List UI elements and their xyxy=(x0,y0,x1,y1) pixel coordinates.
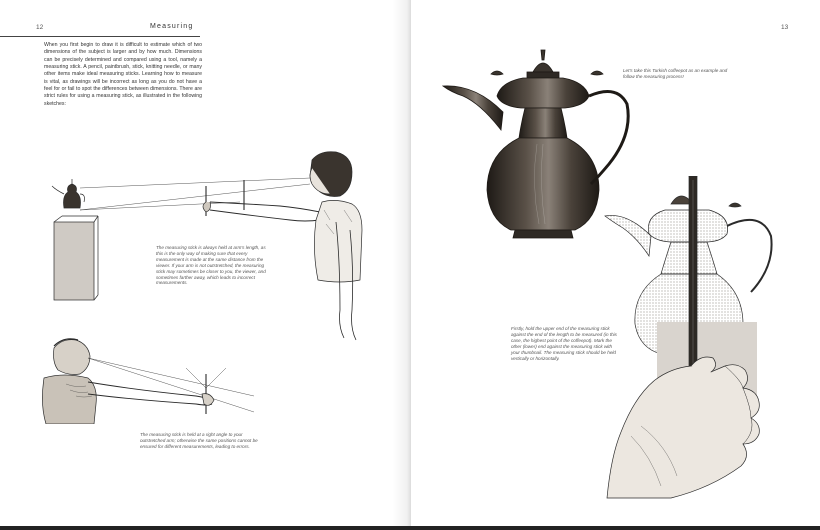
right-angle-illustration xyxy=(36,334,256,424)
caption-arm-length: The measuring stick is always held at arm's length, as this is the only way of making sure that every measurement is made at the same distance from the viewer. If your arm is not outstretched, the measuring stick may sometimes be closer to you, the viewer, and sometimes farther away, which leads to incorrect measurements. xyxy=(156,245,266,286)
caption-right-angle: The measuring stick is held at a right angle to your outstretched arm; otherwise the same positions cannot be ensured for different measurements, leading to errors. xyxy=(140,432,258,449)
section-title: Measuring xyxy=(150,23,194,30)
header-rule xyxy=(0,36,200,37)
page-number-right: 13 xyxy=(781,24,789,31)
caption-measuring-process: Firstly, hold the upper end of the measuring stick against the end of the length to be measured (in this case, the highest point of the coffeepot). Mark the other (lower) end against the measuring stick with your thumbnail. The measuring stick should be held vertically or horizontally. xyxy=(511,326,617,361)
caption-coffeepot-example: Let's take this Turkish coffeepot as an example and follow the measuring process! xyxy=(623,68,728,79)
hand-measuring-illustration xyxy=(601,176,811,500)
bottom-edge xyxy=(0,526,820,530)
page-number-left: 12 xyxy=(36,24,44,31)
intro-paragraph: When you first begin to draw it is difficult to estimate which of two dimensions of the subject is larger and by how much. Dimensions can be precisely determined and compared using a tool, namely a measuring stick. A pencil, paintbrush, stick, knitting needle, or many other items make ideal measuring sticks. Learning how to measure is vital, as drawings will be incorrect as long as you do not have a feel for or fail to spot the differences between dimensions. There are strict rules for using a measuring stick, as illustrated in the following sketches: xyxy=(44,42,202,107)
right-page xyxy=(411,0,820,530)
